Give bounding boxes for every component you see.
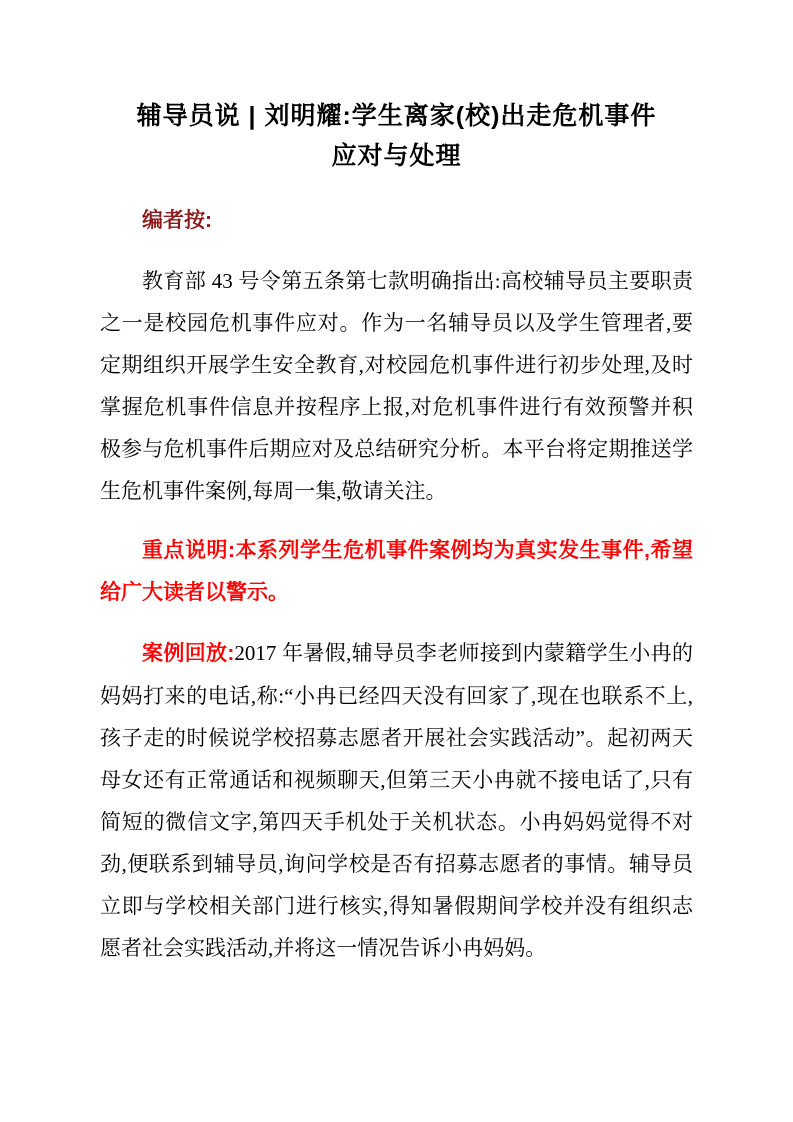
key-note-label: 重点说明:	[142, 539, 236, 562]
key-note-text: 本系列学生危机事件案例均为真实发生事件,希望给广大读者以警示。	[100, 539, 693, 604]
key-note-paragraph	[100, 530, 693, 614]
document-title-line-1: 辅导员说 | 刘明耀:学生离家(校)出走危机事件	[136, 102, 657, 130]
case-review-label: 案例回放:	[142, 642, 235, 665]
case-review-text: 2017 年暑假,辅导员李老师接到内蒙籍学生小冉的妈妈打来的电话,称:“小冉已经四天没有回家了,现在也联系不上,孩子走的时候说学校招募志愿者开展社会实践活动”。起初两天母女还有正常通话和视频聊天,但第三天小冉就不接电话了,只有简短的微信文字,第四天手机处于关机状态。小冉妈妈觉得不对劲,便联系到辅导员,询问学校是否有招募志愿者的事情。辅导员立即与学校相关部门进行核实,得知暑假期间学校并没有组织志愿者社会实践活动,并将这一情况告诉小冉妈妈。	[100, 641, 694, 960]
document-title-line-2: 应对与处理	[331, 142, 462, 170]
document-title	[100, 96, 693, 176]
case-review-paragraph	[100, 632, 693, 969]
intro-paragraph: 教育部 43 号令第五条第七款明确指出:高校辅导员主要职责之一是校园危机事件应对。作为一名辅导员以及学生管理者,要定期组织开展学生安全教育,对校园危机事件进行初步处理,及时掌握危机事件信息并按程序上报,对危机事件进行有效预警并积极参与危机事件后期应对及总结研究分析。本平台将定期推送学生危机事件案例,每周一集,敬请关注。	[100, 269, 693, 503]
editor-note-heading: 编者按:	[142, 209, 212, 232]
